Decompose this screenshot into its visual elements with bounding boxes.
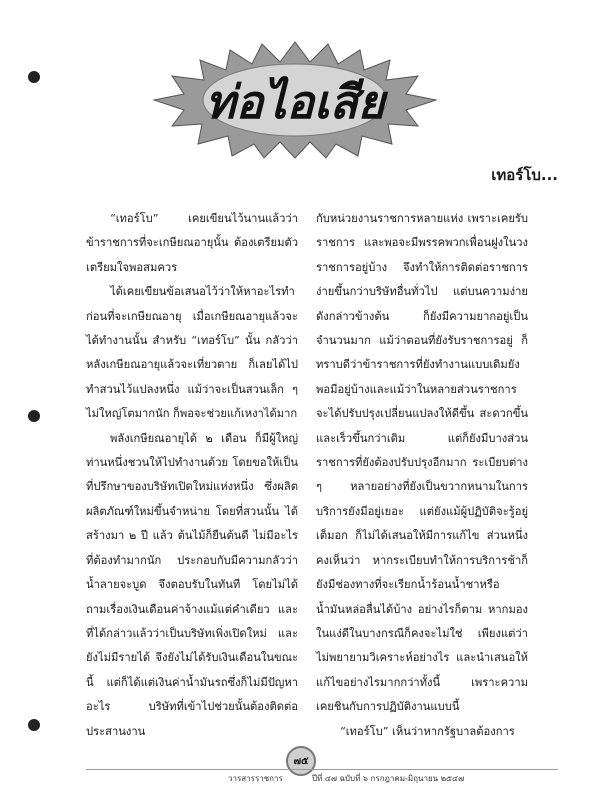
page-title: ท่อไอเสีย bbox=[205, 75, 385, 129]
page-number: ๗๕ bbox=[286, 746, 316, 776]
issue-info: ปีที่ ๔๗ ฉบับที่ ๖ กรกฎาคม-มิถุนายน ๒๕๔๗ bbox=[312, 774, 465, 783]
paragraph: “เทอร์โบ” เห็นว่าหากรัฐบาลต้องการ bbox=[340, 724, 515, 738]
journal-name: วารสารราชการ bbox=[228, 774, 283, 783]
right-column bbox=[316, 207, 528, 744]
binder-hole-middle bbox=[28, 410, 40, 422]
paragraph: กับหน่วยงานราชการหลายแห่ง เพราะเคยรับราชการ และพอจะมีพรรคพวกเพื่อนฝูงในวงราชการอยู่บ้าง จึงทำให้การติดต่อราชการง่ายขึ้นกว่าบริษัทอื่นทั่วไป แต่บนความง่ายดังกล่าวข้างต้น ก็ยังมีความยากอยู่เป็นจำนวนมาก แม้ว่าตอนที่ยังรับราชการอยู่ ก็ทราบดีว่าข้าราชการที่ยังทำงานแบบเดิมยังพอมีอยู่บ้างและแม้ว่าในหลายส่วนราชการจะได้ปรับปรุงเปลี่ยนแปลงให้ดีขึ้น สะดวกขึ้น และเร็วขึ้นกว่าเดิม แต่ก็ยังมีบางส่วนราชการที่ยังต้องปรับปรุงอีกมาก ระเบียบต่าง ๆ หลายอย่างที่ยังเป็นขวากหนามในการบริการยังมีอยู่เยอะ แต่ยังแม้ผู้ปฏิบัติจะรู้อยู่เต็มอก ก็ไม่ได้เสนอให้มีการแก้ไข ส่วนหนึ่งคงเห็นว่า หากระเบียบทำให้การบริการช้าก็ยังมีช่องทางที่จะเรียกน้ำร้อนน้ำชาหรือน้ำมันหล่อลื่นได้บ้าง อย่างไรก็ตาม หากมองในแง่ดีในบางกรณีก็คงจะไม่ใช่ เพียงแต่ว่าไม่พยายามวิเคราะห์อย่างไร และนำเสนอให้แก้ไขอย่างไรมากกว่าทั้งนี้ เพราะความเคยชินกับการปฏิบัติงานแบบนี้ bbox=[316, 212, 528, 714]
footer-rule bbox=[86, 769, 558, 770]
paragraph: พลังเกษียณอายุได้ ๒ เดือน ก็มีผู้ใหญ่ท่านหนึ่งชวนให้ไปทำงานด้วย โดยขอให้เป็นที่ปรึกษาของบริษัทเปิดใหม่แห่งหนึ่ง ซึ่งผลิตผลิตภัณฑ์ใหม่ขึ้นจำหน่าย โดยที่สวนนั้น ได้สร้างมา ๒ ปี แล้ว ต้นไม้ก็ยืนต้นดี ไม่มีอะไรที่ต้องทำมากนัก ประกอบกับมีความกลัวว่าน้ำลายจะบูด จึงตอบรับในทันที โดยไม่ได้ถามเรื่องเงินเดือนค่าจ้างแม้แต่คำเดียว และที่ได้กล่าวแล้วว่าเป็นบริษัทเพิ่งเปิดใหม่ และยังไม่มีรายได้ จึงยังไม่ได้รับเงินเดือนในขณะนี้ แต่ก็ได้แต่เงินค่าน้ำมันรถซึ่งก็ไม่มีปัญหาอะไร บริษัทที่เข้าไปช่วยนั้นต้องติดต่อประสานงาน bbox=[86, 431, 298, 738]
binder-hole-bottom bbox=[28, 719, 40, 731]
binder-hole-top bbox=[28, 71, 40, 83]
left-column bbox=[86, 207, 298, 744]
title-starburst bbox=[150, 40, 440, 160]
paragraph: ได้เคยเขียนข้อเสนอไว้ว่าให้หาอะไรทำก่อนที่จะเกษียณอายุ เมื่อเกษียณอายุแล้วจะได้ทำงานนั้น สำหรับ “เทอร์โบ” นั้น กลัวว่าหลังเกษียณอายุแล้วจะเที่ยวตาย ก็เลยได้ไปทำสวนไว้แปลงหนึ่ง แม้ว่าจะเป็นสวนเล็ก ๆ ไม่ใหญ่โตมากนัก ก็พอจะช่วยแก้เหงาได้มาก bbox=[86, 285, 298, 421]
author-byline: เทอร์โบ... bbox=[491, 166, 558, 184]
paragraph: “เทอร์โบ” เคยเขียนไว้นานแล้วว่า ข้าราชการที่จะเกษียณอายุนั้น ต้องเตรียมตัวเตรียมใจพอสมควร bbox=[86, 212, 298, 274]
